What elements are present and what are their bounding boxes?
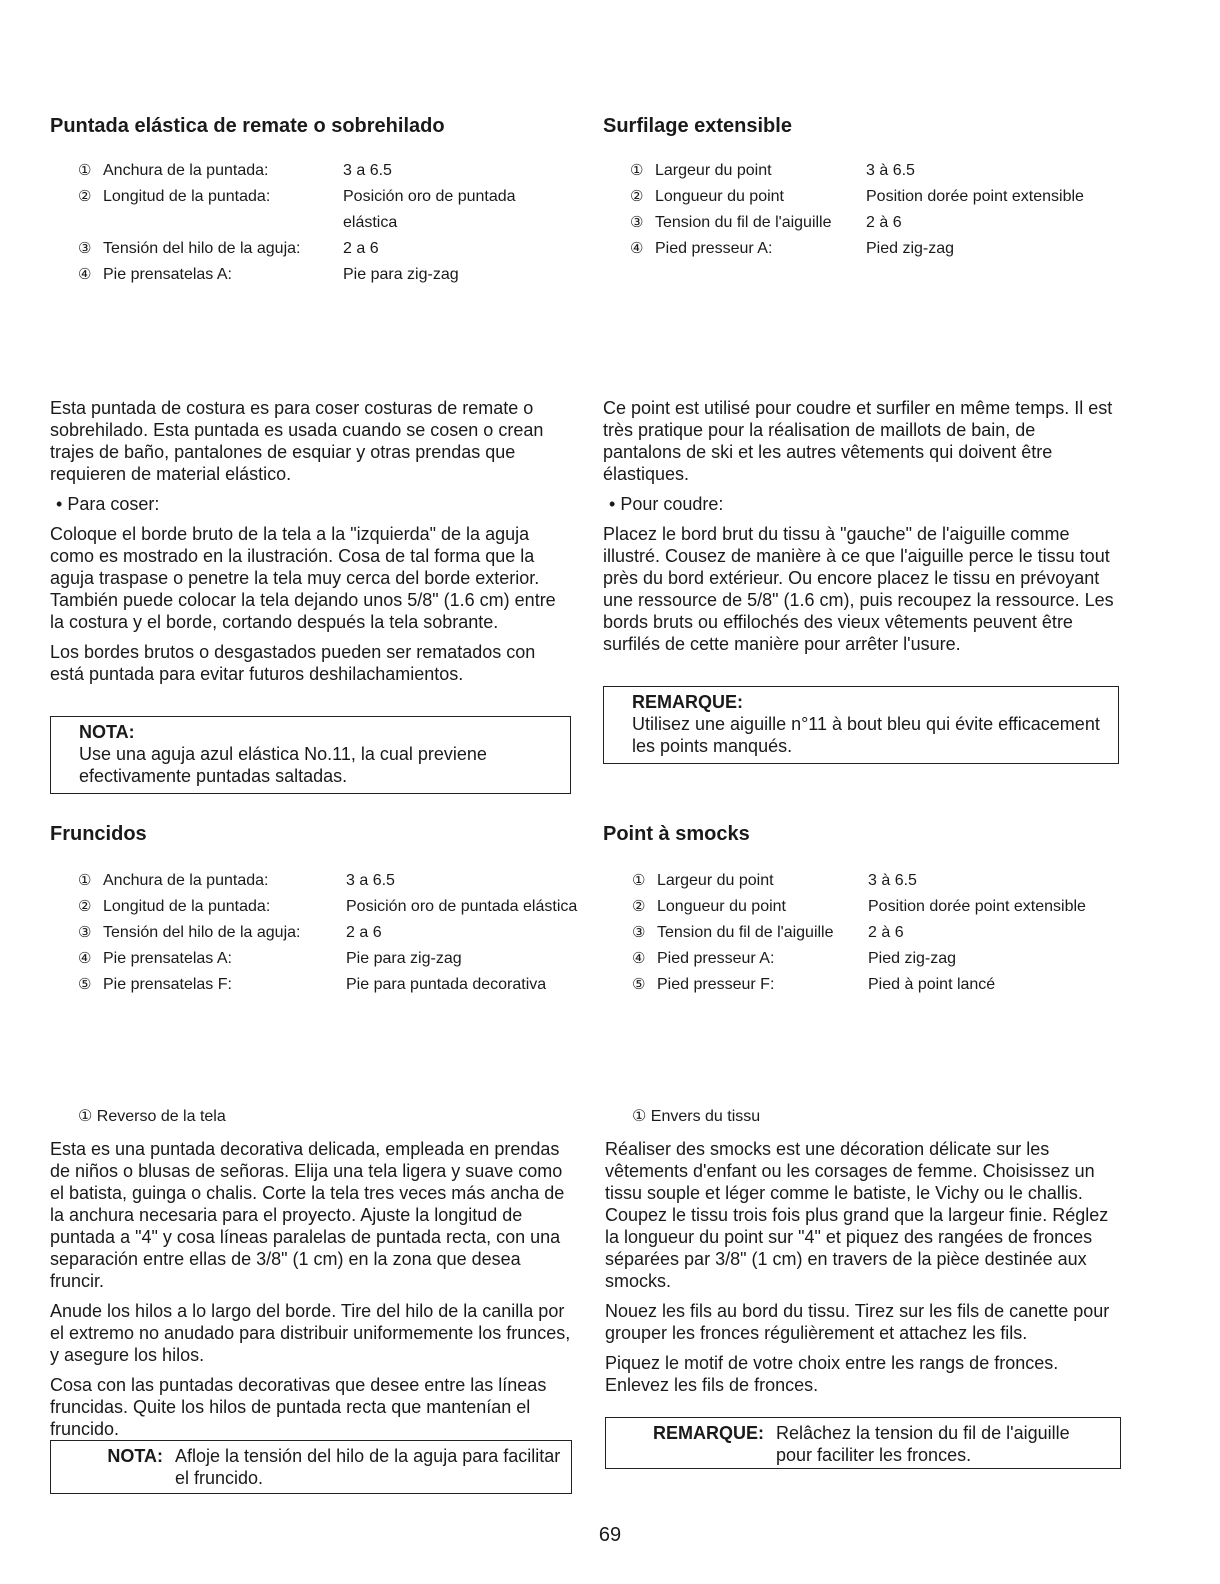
spec-label: Pied presseur F:: [657, 976, 775, 993]
spec-list-point-smocks: [632, 868, 1172, 998]
note-box-point-smocks: [605, 1417, 1121, 1469]
paragraph: Placez le bord brut du tissu à "gauche" de l'aiguille comme illustré. Cousez de manière à ce que l'aiguille perce le tissu tout près du bord extérieur. Ou encore placez le tissu en prévoyant une ressource de 5/8" (1.6 cm), puis recoupez la ressource. Les bords bruts ou effilochés des vieux vêtements peuvent être surfilés de cette manière pour arrêter l'usure.: [603, 524, 1114, 654]
body-text-puntada-elastica: [50, 397, 570, 693]
number-4-icon: ④: [630, 240, 644, 257]
note-box-puntada-elastica: [50, 716, 571, 794]
paragraph: Piquez le motif de votre choix entre les rangs de fronces. Enlevez les fils de fronces.: [605, 1353, 1059, 1395]
figure-caption: ① Envers du tissu: [632, 1108, 761, 1125]
page-number: 69: [598, 1524, 622, 1546]
number-2-icon: ②: [630, 188, 644, 205]
number-2-icon: ②: [632, 898, 646, 915]
number-3-icon: ③: [630, 214, 644, 231]
spec-value: 3 à 6.5: [866, 162, 915, 179]
spec-value: Position dorée point extensible: [866, 188, 1084, 205]
number-3-icon: ③: [78, 924, 92, 941]
note-title: REMARQUE:: [653, 1423, 764, 1443]
spec-row: [630, 158, 1170, 184]
paragraph: Coloque el borde bruto de la tela a la "izquierda" de la aguja como es mostrado en la ilustración. Cosa de tal forma que la aguja traspase o penetre la tela muy cerca del borde exterior. También puede colocar la tela dejando unos 5/8" (1.6 cm) entre la costura y el borde, cortando después la tela sobrante.: [50, 524, 556, 632]
spec-value: Posición oro de puntada elástica: [343, 188, 516, 231]
spec-value: Pied zig-zag: [866, 240, 955, 257]
number-3-icon: ③: [632, 924, 646, 941]
spec-row: [78, 158, 568, 184]
spec-row: [78, 972, 578, 998]
spec-value: 3 a 6.5: [346, 872, 395, 889]
paragraph: Esta es una puntada decorativa delicada, empleada en prendas de niños o blusas de señoras. Elija una tela ligera y suave como el batista, guinga o chalis. Corte la tela tres veces más ancha de la anchura necesaria para el proyecto. Ajuste la longitud de puntada a "4" y cosa líneas paralelas de puntada recta, con una separación entre ellas de 3/8" (1 cm) en la zona que desea fruncir.: [50, 1139, 565, 1291]
note-text: Afloje la tensión del hilo de la aguja para facilitar el fruncido.: [175, 1446, 561, 1488]
body-text-point-smocks: [605, 1138, 1120, 1404]
section-title-puntada-elastica: Puntada elástica de remate o sobrehilado: [50, 115, 445, 137]
paragraph: Anude los hilos a lo largo del borde. Tire del hilo de la canilla por el extremo no anudado para distribuir uniformemente los frunces, y asegure los hilos.: [50, 1301, 571, 1365]
spec-value: Pie para puntada decorativa: [346, 976, 547, 993]
spec-label: Tensión del hilo de la aguja:: [103, 240, 301, 257]
spec-row: [78, 868, 578, 894]
bullet-label: Pour coudre:: [620, 494, 724, 514]
spec-list-fruncidos: [78, 868, 578, 998]
spec-row: [632, 972, 1172, 998]
spec-label: Anchura de la puntada:: [103, 872, 269, 889]
bullet-item: • Pour coudre:: [609, 494, 724, 514]
spec-row: [630, 236, 1170, 262]
paragraph: Los bordes brutos o desgastados pueden ser rematados con está puntada para evitar futuros deshilachamientos.: [50, 642, 536, 684]
number-5-icon: ⑤: [78, 976, 92, 993]
spec-label: Pie prensatelas F:: [103, 976, 232, 993]
section-title-fruncidos: Fruncidos: [50, 823, 147, 845]
paragraph: Ce point est utilisé pour coudre et surfiler en même temps. Il est très pratique pour la réalisation de maillots de bain, de pantalons de ski et les autres vêtements qui doivent être élastiques.: [603, 398, 1113, 484]
note-title: NOTA:: [79, 722, 135, 742]
spec-value: Pie para zig-zag: [346, 950, 462, 967]
number-4-icon: ④: [632, 950, 646, 967]
note-text: Utilisez une aiguille n°11 à bout bleu qui évite efficacement les points manqués.: [632, 714, 1100, 756]
paragraph: Réaliser des smocks est une décoration délicate sur les vêtements d'enfant ou les corsages de femme. Choisissez un tissu souple et léger comme le batiste, le Vichy ou le challis. Coupez le tissu trois fois plus grand que la largeur finie. Réglez la longueur du point sur "4" et piquez des rangées de fronces séparées par 3/8" (1 cm) en travers de la pièce destinée aux smocks.: [605, 1139, 1109, 1291]
number-1-icon: ①: [78, 872, 92, 889]
spec-label: Longueur du point: [655, 188, 784, 205]
note-text: Relâchez la tension du fil de l'aiguille pour faciliter les fronces.: [776, 1423, 1070, 1465]
spec-value: 3 a 6.5: [343, 162, 392, 179]
spec-row: [78, 236, 568, 262]
spec-row: [78, 920, 578, 946]
number-4-icon: ④: [78, 266, 92, 283]
spec-label: Pied presseur A:: [655, 240, 773, 257]
number-1-icon: ①: [630, 162, 644, 179]
spec-label: Tensión del hilo de la aguja:: [103, 924, 301, 941]
paragraph: Cosa con las puntadas decorativas que desee entre las líneas fruncidas. Quite los hilos de puntada recta que mantenían el fruncido.: [50, 1375, 547, 1439]
spec-value: Pie para zig-zag: [343, 266, 459, 283]
spec-row: [630, 184, 1170, 210]
bullet-label: Para coser:: [67, 494, 160, 514]
paragraph: Esta puntada de costura es para coser costuras de remate o sobrehilado. Esta puntada es usada cuando se cosen o crean trajes de baño, pantalones de esquiar y otras prendas que requieren de material elástico.: [50, 398, 544, 484]
spec-value: Pied zig-zag: [868, 950, 957, 967]
spec-label: Anchura de la puntada:: [103, 162, 269, 179]
spec-label: Pie prensatelas A:: [103, 266, 232, 283]
spec-row: [78, 184, 568, 236]
spec-row: [78, 946, 578, 972]
number-1-icon: ①: [632, 872, 646, 889]
bullet-item: • Para coser:: [56, 494, 160, 514]
note-text: Use una aguja azul elástica No.11, la cual previene efectivamente puntadas saltadas.: [79, 744, 487, 786]
spec-label: Tension du fil de l'aiguille: [657, 924, 834, 941]
paragraph: Nouez les fils au bord du tissu. Tirez sur les fils de canette pour grouper les fronces régulièrement et attachez les fils.: [605, 1301, 1110, 1343]
number-4-icon: ④: [78, 950, 92, 967]
section-title-surfilage: Surfilage extensible: [603, 115, 792, 137]
spec-list-surfilage: [630, 158, 1170, 262]
spec-label: Pied presseur A:: [657, 950, 775, 967]
spec-value: Position dorée point extensible: [868, 898, 1086, 915]
spec-value: 2 à 6: [866, 214, 902, 231]
spec-label: Longitud de la puntada:: [103, 898, 271, 915]
spec-label: Longueur du point: [657, 898, 786, 915]
note-box-fruncidos: [50, 1440, 572, 1494]
spec-label: Largeur du point: [657, 872, 774, 889]
spec-label: Largeur du point: [655, 162, 772, 179]
spec-value: 2 à 6: [868, 924, 904, 941]
note-box-surfilage: [603, 686, 1119, 764]
spec-value: 2 a 6: [346, 924, 382, 941]
note-title: REMARQUE:: [632, 692, 743, 712]
spec-row: [632, 946, 1172, 972]
number-1-icon: ①: [78, 162, 92, 179]
spec-label: Tension du fil de l'aiguille: [655, 214, 832, 231]
figure-caption: ① Reverso de la tela: [78, 1108, 226, 1125]
spec-row: [630, 210, 1170, 236]
spec-row: [632, 920, 1172, 946]
section-title-point-smocks: Point à smocks: [603, 823, 750, 845]
number-3-icon: ③: [78, 240, 92, 257]
spec-value: Pied à point lancé: [868, 976, 996, 993]
spec-value: 3 à 6.5: [868, 872, 917, 889]
number-2-icon: ②: [78, 188, 92, 205]
body-text-fruncidos: [50, 1138, 575, 1448]
spec-row: [78, 894, 578, 920]
number-2-icon: ②: [78, 898, 92, 915]
number-5-icon: ⑤: [632, 976, 646, 993]
body-text-surfilage: [603, 397, 1118, 663]
spec-row: [632, 868, 1172, 894]
spec-row: [632, 894, 1172, 920]
spec-row: [78, 262, 568, 288]
spec-value: Posición oro de puntada elástica: [346, 898, 578, 915]
spec-list-puntada-elastica: [78, 158, 568, 288]
spec-value: 2 a 6: [343, 240, 379, 257]
spec-label: Longitud de la puntada:: [103, 188, 271, 205]
note-title: NOTA:: [107, 1446, 163, 1466]
spec-label: Pie prensatelas A:: [103, 950, 232, 967]
